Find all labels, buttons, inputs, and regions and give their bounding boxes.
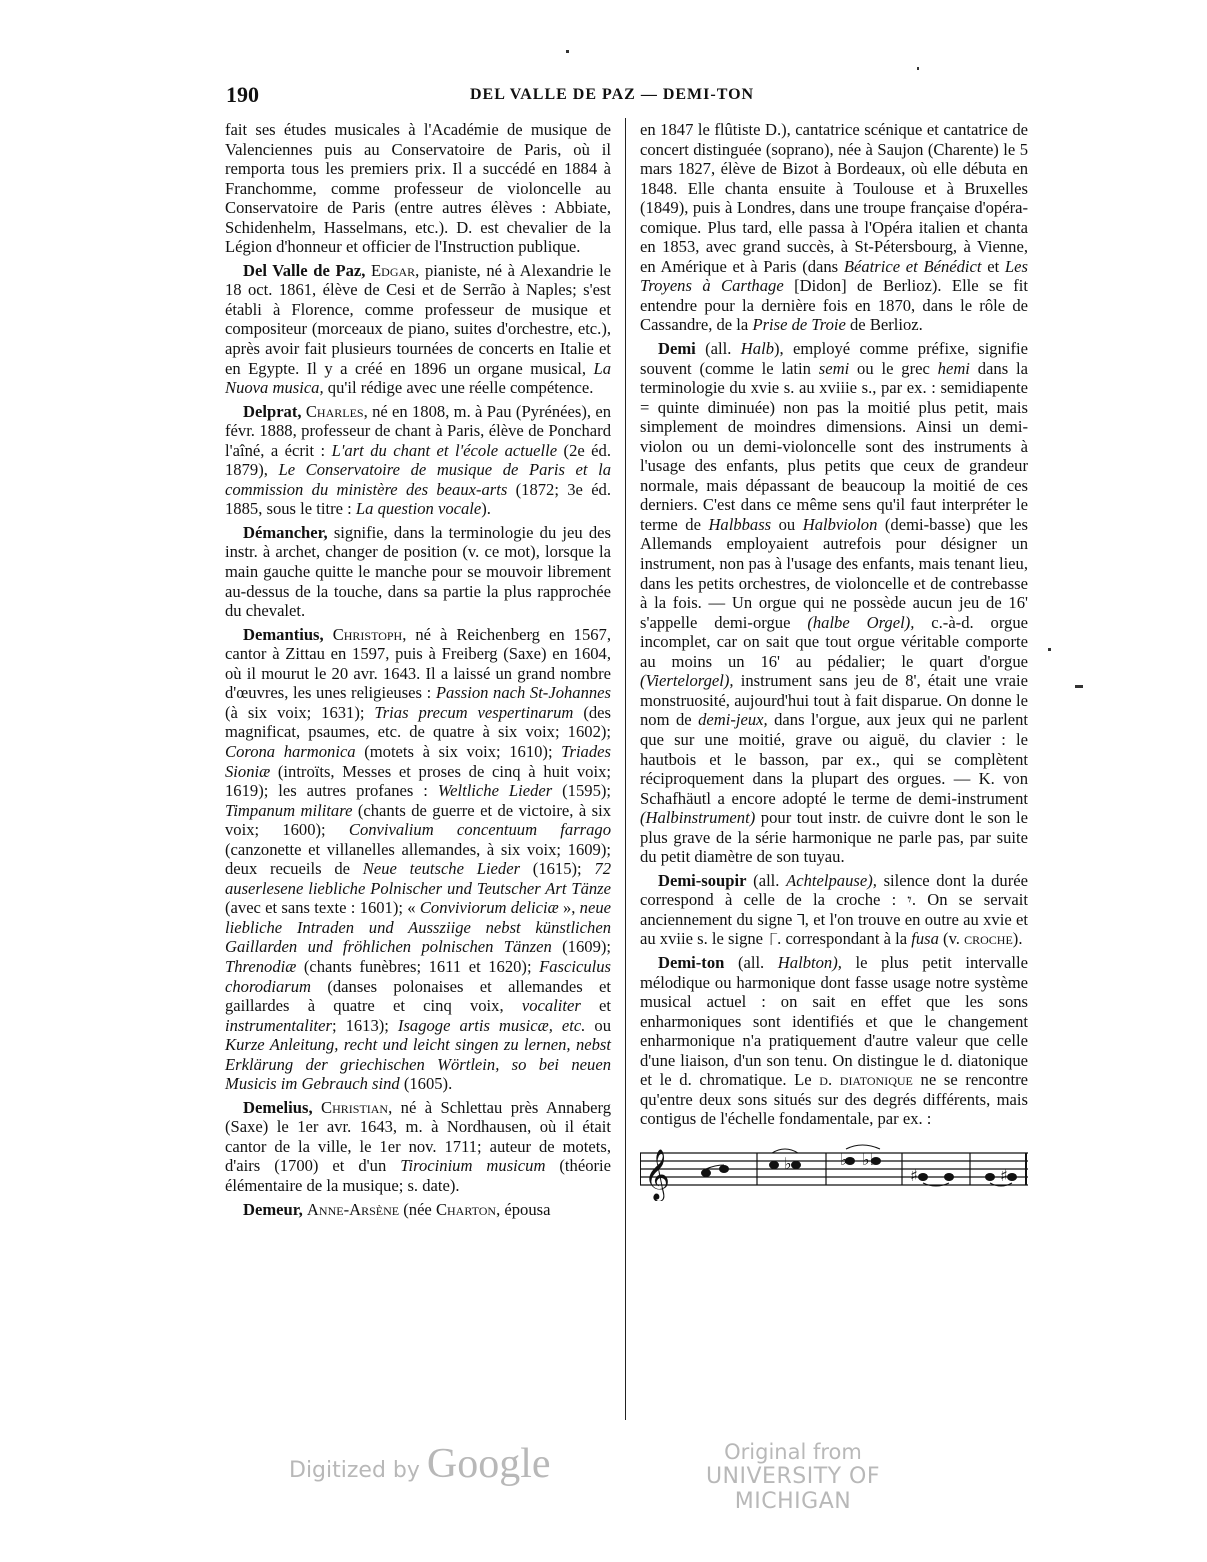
- page-number: 190: [226, 82, 259, 107]
- original-from-watermark: Original from UNIVERSITY OF MICHIGAN: [705, 1440, 881, 1514]
- entry-demi: Demi (all. Halb), employé comme préfixe, signifie souvent (comme le latin semi ou le grec hemi dans la terminologie du xvie s. au xviiie s., par ex. : semidiapente = quinte diminuée) non pas la moitié plus petit, mais simplement de moindres dimensions. Ainsi un demi-violon ou un demi-violoncelle sont des instruments à l'usage des enfants, plus petits que ceux de grandeur normale, mais dépassant de beaucoup la moitié de ces derniers. C'est dans ce même sens qu'il faut interpréter le terme de Halbbass ou Halbviolon (demi-basse) que les Allemands employaient autrefois pour désigner un instrument, non pas à l'usage des enfants, mais tenant lieu, dans les petits orchestres, de violoncelle et de contrebasse à la fois. — Un orgue qui ne possède aucun jeu de 16' s'appelle demi-orgue (halbe Orgel), c.-à-d. orgue incomplet, car on sait que tout orgue véritable comporte au moins un 16' au pédalier; le quart d'orgue (Viertelorgel), instrument sans jeu de 8', était une vraie monstruosité, aujourd'hui tout à fait disparue. On donne le nom de demi-jeux, dans l'orgue, aux jeux qui ne parlent que sur une moitié, grave ou aiguë, du clavier : le hautbois et le basson, par ex., qui se complètent réciproquement dans la plupart des orgues. — K. von Schafhäutl a encore adopté le terme de demi-instrument (Halbinstrument) pour tout instr. de cuivre dont le son le plus grave de la série harmonique ne parle pas, par suite du petit diamètre de son tuyau.: [640, 339, 1029, 867]
- entry-headword: Demi-ton: [658, 952, 725, 972]
- entry-demelius: Demelius, Christian, né à Schlettau près Annaberg (Saxe) le 1er avr. 1643, m. à Nordhausen, où il était cantor de la ville, le 1er nov. 1711; auteur de motets, d'airs (1700) et d'un Tirocinium musicum (théorie élémentaire de la musique; s. date).: [225, 1097, 612, 1195]
- entry-headword: Demantius,: [243, 624, 324, 644]
- entry-delprat: Delprat, Charles, né en 1808, m. à Pau (Pyrénées), en févr. 1888, professeur de chant à Paris, élève de Ponchard l'aîné, a écrit : L'art du chant et l'école actuelle (2e éd. 1879), Le Conservatoire de musique de Paris et la commission du ministère des beaux-arts (1872; 3e éd. 1885, sous le titre : La question vocale).: [225, 401, 612, 519]
- svg-text:♯: ♯: [1000, 1165, 1008, 1185]
- right-column: [640, 120, 1028, 1201]
- entry-headword: Demeur,: [243, 1199, 303, 1219]
- entry-demancher: Démancher, signifie, dans la terminologie du jeu des instr. à archet, changer de position (v. ce mot), lorsque la main gauche quitte le manche pour se mouvoir librement au-dessus de la touche, dans sa partie la plus rapprochée du chevalet.: [225, 522, 611, 621]
- digitized-by-google-watermark: Digitized by Google: [289, 1441, 551, 1487]
- entry-headword: Delprat,: [243, 401, 302, 421]
- svg-text:♭♭: ♭♭: [862, 1149, 878, 1169]
- entry-headword: Del Valle de Paz,: [243, 260, 366, 280]
- left-column: [225, 120, 611, 1223]
- entry-demeur: Demeur, Anne-Arsène (née Charton, épousa: [243, 1199, 551, 1219]
- treble-clef-icon: 𝄞: [644, 1148, 671, 1200]
- entry-headword: Démancher,: [243, 522, 328, 542]
- music-staff-example: [640, 1139, 1028, 1201]
- running-title: DEL VALLE DE PAZ — DEMI-TON: [470, 86, 755, 103]
- svg-text:♭: ♭: [840, 1149, 848, 1169]
- entry-del-valle-de-paz: Del Valle de Paz, Edgar, pianiste, né à Alexandrie le 18 oct. 1861, élève de Cesi et de Serrão à Naples; s'est établi à Florence, comme professeur de musique et compositeur (morceaux de piano, suites d'orchestre, etc.), après avoir fait plusieurs tournées de concerts en Italie et en Egypte. Il y a créé en 1896 un organe musical, La Nuova musica, qu'il rédige avec une réelle compétence.: [225, 260, 611, 398]
- google-logo: Google: [426, 1441, 551, 1487]
- entry-headword: Demi-soupir: [658, 870, 747, 890]
- svg-text:♭: ♭: [784, 1153, 792, 1173]
- entry-demi-soupir: Demi-soupir (all. Achtelpause), silence dont la durée correspond à celle de la croche : 𝄾. On se servait anciennement du signe ⅂, et l'on trouve en outre au xvie et au xviie s. le signe ⎾. correspondant à la fusa (v. croche).: [640, 870, 1028, 949]
- page-header: [0, 82, 1207, 116]
- entry-continuation: en 1847 le flûtiste D.), cantatrice scénique et cantatrice de concert distinguée (soprano), née à Saujon (Charente) le 5 mars 1827, élève de Bizot à Bordeaux, où elle débuta en 1848. Elle chanta ensuite à Toulouse et à Bruxelles (1849), puis à Londres, dans une troupe française d'opéra-comique. Plus tard, elle passa à l'Opéra italien et chanta en 1853, avec grand succès, à St-Pétersbourg, à Vienne, en Amérique et à Paris (dans Béatrice et Bénédict et Les Troyens à Carthage [Didon] de Berlioz). Elle se fit entendre pour la dernière fois en 1870, dans le rôle de Cassandre, de la Prise de Troie de Berlioz.: [640, 120, 1028, 335]
- entry-headword: Demi: [658, 339, 696, 359]
- column-divider: [625, 118, 626, 1420]
- entry-demantius: Demantius, Christoph, né à Reichenberg en 1567, cantor à Zittau en 1597, puis à Freiberg (Saxe) en 1604, où il mourut le 20 avr. 1643. Il a laissé un grand nombre d'œuvres, les unes religieuses : Passion nach St-Johannes (à six voix; 1631); Trias precum vespertinarum (des magnificat, psaumes, etc. de quatre à six voix; 1602); Corona harmonica (motets à six voix; 1610); Triades Sioniæ (introïts, Messes et proses de cinq à huit voix; 1619); les autres profanes : Weltliche Lieder (1595); Timpanum militare (chants de guerre et de victoire, à six voix; 1600); Convivalium concentuum farrago (canzonette et villanelles allemandes, à six voix; 1609); deux recueils de Neue teutsche Lieder (1615); 72 auserlesene liebliche Polnischer und Teutscher Art Tänze (avec et sans texte : 1601); « Conviviorum deliciæ », neue liebliche Intraden und Aussziige nebst künstlichen Gaillarden und fröhlichen polnischen Tänzen (1609); Threnodiæ (chants funèbres; 1611 et 1620); Fasciculus chorodiarum (danses polonaises et allemandes et gaillardes à quatre et cinq voix, vocaliter et instrumentaliter; 1613); Isagoge artis musicæ, etc. ou Kurze Anleitung, recht und leicht singen zu lernen, nebst Erklärung der griechischen Wörtlein, so bei neuen Musicis im Gebrauch sind (1605).: [225, 624, 612, 1094]
- svg-text:♯: ♯: [910, 1165, 918, 1185]
- entry-demi-ton: Demi-ton (all. Halbton), le plus petit intervalle mélodique ou harmonique dont fasse usage notre système musical actuel : on sait en effet que les sons enharmoniques sont identifiés et que le changement enharmonique n'a pratiquement d'autre valeur que celle d'une liaison, d'un son tenu. On distingue le d. diatonique et le d. chromatique. Le d. diatonique ne se rencontre qu'entre deux sons situés sur des degrés différents, mais contigus de l'échelle fondamentale, par ex. :: [640, 952, 1028, 1129]
- entry-headword: Demelius,: [243, 1097, 313, 1117]
- entry-continuation: fait ses études musicales à l'Académie de musique de Valenciennes puis au Conservatoire de Paris, où il remporta tous les premiers prix. Il a succédé en 1884 à Franchomme, comme professeur de violoncelle au Conservatoire de Paris (entre autres élèves : Abbiate, Schidenhelm, Hasselmans, etc.). D. est chevalier de la Légion d'honneur et officier de l'Instruction publique.: [225, 120, 611, 257]
